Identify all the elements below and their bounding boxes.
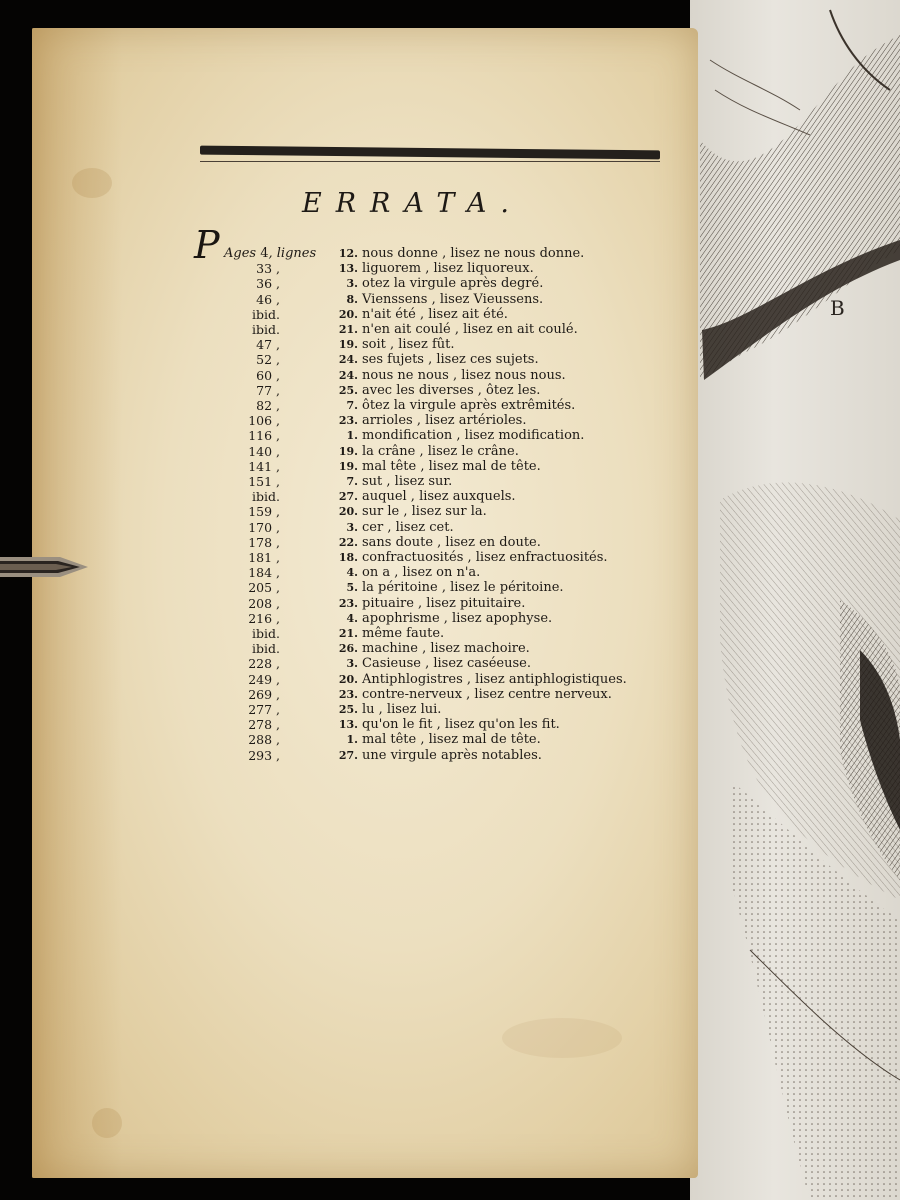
errata-line-number: 23. (338, 596, 358, 610)
errata-correction: arrioles , lisez artérioles. (362, 413, 527, 429)
errata-correction: nous donne , lisez ne nous donne. (362, 246, 585, 261)
errata-row (32, 504, 698, 520)
errata-line-number: 21. (338, 627, 358, 640)
errata-row (32, 474, 698, 490)
errata-page-number: 170 , (248, 519, 280, 535)
errata-row (32, 520, 698, 536)
errata-line-number: 13. (338, 718, 358, 732)
engraving-plate (690, 0, 900, 1200)
errata-line-number: 25. (338, 383, 358, 397)
errata-row (32, 717, 698, 733)
errata-correction: contre-nerveux , lisez centre nerveux. (362, 686, 612, 702)
errata-page-number: 36 , (256, 276, 280, 292)
errata-page-number: 278 , (248, 717, 280, 733)
errata-correction: mal tête , lisez mal de tête. (362, 458, 541, 474)
errata-line-number: 4. (346, 566, 358, 580)
errata-page-number: ibid. (252, 489, 280, 505)
errata-page-number: 216 , (248, 610, 280, 626)
first-entry-label: Ages 4, lignes (224, 246, 317, 261)
errata-correction: pituaire , lisez pituitaire. (362, 595, 526, 611)
errata-row (32, 368, 698, 384)
errata-row (32, 732, 698, 748)
errata-page-number: 184 , (248, 565, 280, 581)
errata-line-number: 8. (346, 292, 358, 306)
errata-correction: confractuosités , lisez enfractuosités. (362, 550, 608, 565)
errata-row (32, 383, 698, 399)
errata-row (32, 352, 698, 368)
errata-line-number: 7. (346, 475, 358, 488)
errata-line-number: 1. (346, 429, 358, 443)
errata-correction: cer , lisez cet. (362, 519, 454, 535)
errata-row (32, 748, 698, 764)
errata-line-number: 13. (338, 262, 358, 276)
errata-line-number: 25. (338, 703, 358, 716)
errata-row (32, 535, 698, 551)
errata-row (32, 459, 698, 475)
errata-line-number: 21. (338, 323, 358, 336)
errata-row (32, 261, 698, 277)
errata-correction: avec les diverses , ôtez les. (362, 382, 541, 398)
errata-correction: n'ait été , lisez ait été. (362, 306, 508, 322)
errata-correction: mondification , lisez modification. (362, 428, 585, 444)
errata-correction: n'en ait coulé , lisez en ait coulé. (362, 322, 578, 337)
errata-page-number: ibid. (252, 306, 280, 322)
errata-correction: machine , lisez machoire. (362, 641, 530, 657)
errata-line-number: 18. (338, 551, 358, 564)
errata-correction: mal tête , lisez mal de tête. (362, 732, 541, 748)
errata-correction: on a , lisez on n'a. (362, 565, 481, 581)
errata-correction: soit , lisez fût. (362, 337, 455, 353)
errata-correction: la péritoine , lisez le péritoine. (362, 580, 564, 596)
errata-row (32, 337, 698, 353)
errata-page-number: 288 , (248, 732, 280, 748)
errata-line-number: 12. (338, 247, 358, 260)
errata-page-number: 159 , (248, 504, 280, 520)
errata-row (32, 550, 698, 566)
errata-row (32, 398, 698, 414)
errata-line-number: 3. (346, 520, 358, 534)
errata-line-number: 1. (346, 733, 358, 747)
page-title: ERRATA. (302, 188, 524, 219)
errata-row (32, 641, 698, 657)
errata-page-number: 151 , (248, 474, 280, 489)
errata-row (32, 565, 698, 581)
errata-line-number: 20. (338, 672, 358, 686)
errata-row (32, 413, 698, 429)
errata-page-number: 181 , (248, 550, 280, 565)
errata-row (32, 246, 698, 262)
errata-page-number: 293 , (248, 747, 280, 763)
errata-line-number: 3. (346, 657, 358, 671)
errata-correction: sut , lisez sur. (362, 474, 453, 489)
errata-correction: liguorem , lisez liquoreux. (362, 261, 534, 277)
errata-line-number: 20. (338, 307, 358, 321)
errata-correction: sur le , lisez sur la. (362, 504, 487, 520)
errata-page-number: 140 , (248, 443, 280, 459)
errata-line-number: 19. (338, 444, 358, 458)
errata-page-number: 141 , (248, 458, 280, 474)
errata-row (32, 580, 698, 596)
errata-page-number: 269 , (248, 686, 280, 702)
errata-row (32, 596, 698, 612)
errata-line-number: 19. (338, 459, 358, 473)
errata-row (32, 626, 698, 642)
errata-page-number: ibid. (252, 322, 280, 337)
errata-page-number: 60 , (256, 367, 280, 383)
drop-cap: P (194, 223, 220, 267)
first-page-number: 4 (260, 246, 269, 261)
errata-list (32, 28, 698, 928)
errata-correction: lu , lisez lui. (362, 702, 442, 717)
errata-line-number: 23. (338, 414, 358, 428)
paper-stain (92, 1108, 122, 1138)
errata-line-number: 23. (338, 687, 358, 701)
errata-page-number: 33 , (256, 261, 280, 277)
errata-row (32, 428, 698, 444)
errata-correction: Antiphlogistres , lisez antiphlogistiques. (362, 671, 627, 687)
errata-row (32, 672, 698, 688)
errata-row (32, 489, 698, 505)
errata-row (32, 322, 698, 338)
paper-stain (502, 1018, 622, 1058)
errata-correction: une virgule après notables. (362, 747, 542, 763)
errata-row (32, 292, 698, 308)
errata-line-number: 7. (346, 399, 358, 412)
errata-line-number: 26. (338, 642, 358, 656)
errata-line-number: 27. (338, 490, 358, 504)
errata-row (32, 687, 698, 703)
errata-correction: même faute. (362, 626, 445, 641)
errata-correction: nous ne nous , lisez nous nous. (362, 367, 566, 383)
pages-label: Ages (224, 246, 257, 261)
errata-line-number: 24. (338, 368, 358, 382)
bookmark-ribbon (0, 552, 90, 582)
errata-correction: Vienssens , lisez Vieussens. (362, 291, 544, 307)
errata-row (32, 656, 698, 672)
errata-correction: Casieuse , lisez caséeuse. (362, 656, 531, 672)
errata-correction: la crâne , lisez le crâne. (362, 443, 519, 459)
errata-correction: qu'on le fit , lisez qu'on les fit. (362, 717, 560, 733)
errata-row (32, 702, 698, 718)
errata-page-number: 208 , (248, 595, 280, 611)
errata-page-number: 249 , (248, 671, 280, 687)
errata-page-number: 178 , (248, 534, 280, 550)
errata-row (32, 276, 698, 292)
engraving-illustration (690, 0, 900, 1200)
errata-line-number: 24. (338, 353, 358, 367)
errata-row (32, 307, 698, 323)
errata-correction: auquel , lisez auxquels. (362, 489, 516, 505)
errata-correction: ôtez la virgule après extrêmités. (362, 398, 576, 413)
errata-page-number: ibid. (252, 626, 280, 641)
errata-line-number: 27. (338, 748, 358, 762)
errata-page-number: ibid. (252, 641, 280, 657)
errata-row (32, 444, 698, 460)
lines-label: lignes (276, 246, 317, 261)
errata-line-number: 3. (346, 277, 358, 291)
errata-page-number: 82 , (256, 398, 280, 413)
errata-page-number: 106 , (248, 413, 280, 429)
errata-line-number: 19. (338, 338, 358, 352)
errata-page-number: 47 , (256, 337, 280, 353)
errata-line-number: 5. (346, 581, 358, 595)
errata-line-number: 22. (338, 535, 358, 549)
errata-page (32, 28, 698, 1178)
errata-page-number: 116 , (248, 428, 280, 444)
errata-page-number: 277 , (248, 702, 280, 717)
errata-correction: apophrisme , lisez apophyse. (362, 610, 553, 626)
errata-correction: ses fujets , lisez ces sujets. (362, 352, 539, 368)
errata-page-number: 77 , (256, 382, 280, 398)
errata-line-number: 20. (338, 505, 358, 519)
errata-correction: otez la virgule après degré. (362, 276, 544, 292)
errata-line-number: 4. (346, 611, 358, 625)
errata-page-number: 205 , (248, 580, 280, 596)
errata-row (32, 611, 698, 627)
errata-page-number: 228 , (248, 656, 280, 672)
errata-page-number: 46 , (256, 291, 280, 307)
plate-letter-label: B (830, 296, 845, 320)
errata-correction: sans doute , lisez en doute. (362, 534, 541, 550)
errata-page-number: 52 , (256, 352, 280, 368)
